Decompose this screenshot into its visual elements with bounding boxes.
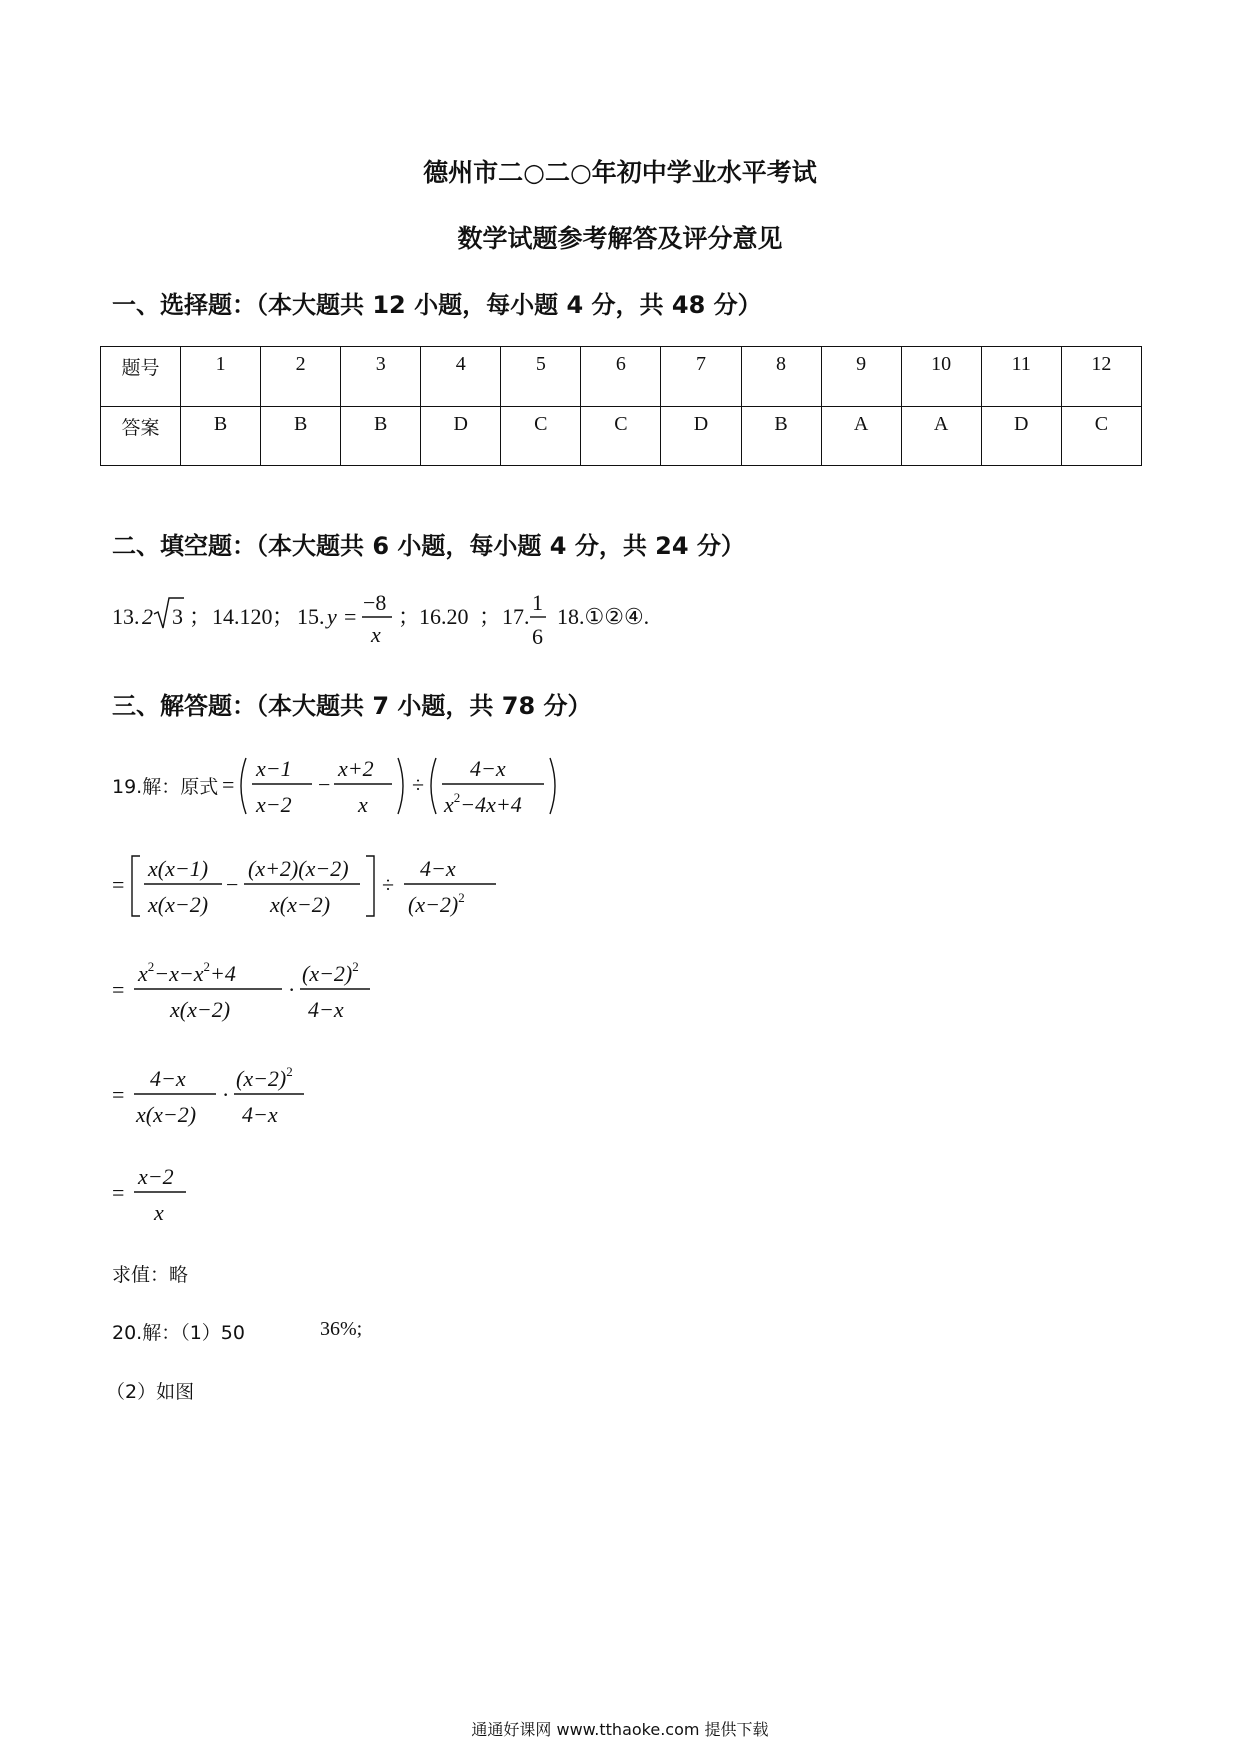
fraction-numerator: 4−x	[150, 1066, 186, 1091]
fraction-denominator: 4−x	[242, 1102, 278, 1127]
left-paren	[431, 758, 436, 814]
answer-14: 14.120	[212, 604, 273, 629]
answer-15-numerator: −8	[363, 590, 387, 615]
equals-sign: =	[112, 872, 125, 897]
answer-15-prefix: 15.	[297, 604, 325, 629]
separator: ；	[479, 604, 502, 629]
fraction-numerator: x−1	[256, 756, 292, 781]
table-cell: 7	[661, 347, 741, 407]
fraction-denominator: x(x−2)	[148, 892, 209, 917]
row-label-answer: 答案	[101, 406, 181, 466]
fraction-denominator: $(x-2)^2$	[408, 890, 465, 917]
page-footer: 通通好课网 www.tthaoke.com 提供下载	[471, 1720, 769, 1739]
answer-13-prefix: 13.	[112, 604, 140, 629]
equals-sign: =	[344, 604, 357, 629]
right-bracket	[366, 856, 374, 916]
fraction-numerator: $(x-2)^2$	[302, 959, 359, 986]
table-cell: 4	[421, 347, 501, 407]
equals-sign: =	[112, 1180, 125, 1205]
fraction-numerator: 4−x	[420, 856, 456, 881]
equals-sign: =	[222, 772, 235, 797]
q20-percent: 36%;	[320, 1318, 363, 1340]
fraction-numerator: $x^2-x-x^2+4$	[138, 959, 236, 986]
fraction-denominator: x(x−2)	[136, 1102, 197, 1127]
table-cell: 3	[341, 347, 421, 407]
table-cell: B	[741, 406, 821, 466]
fill-in-answers	[112, 588, 732, 656]
table-cell: 10	[901, 347, 981, 407]
right-paren	[398, 758, 403, 814]
equals-sign: =	[112, 1082, 125, 1107]
table-row	[101, 347, 1142, 407]
fraction-numerator: x−2	[138, 1164, 174, 1189]
table-cell: D	[981, 406, 1061, 466]
right-paren	[550, 758, 555, 814]
fraction-denominator: x(x−2)	[270, 892, 331, 917]
equals-sign: =	[112, 977, 125, 1002]
answer-17-prefix: 17.	[502, 604, 530, 629]
fraction-denominator: x	[154, 1200, 164, 1225]
document-title: 德州市二○二○年初中学业水平考试	[423, 158, 817, 187]
q19-label: 19.解：原式	[112, 776, 219, 798]
fraction-numerator: 4−x	[470, 756, 506, 781]
document-subtitle: 数学试题参考解答及评分意见	[457, 224, 783, 253]
table-cell: D	[421, 406, 501, 466]
dot-operator: ·	[288, 977, 296, 1002]
separator: ；	[398, 604, 421, 629]
q20-part1: 20.解：（1）50	[112, 1322, 245, 1344]
table-cell: D	[661, 406, 741, 466]
table-cell: A	[821, 406, 901, 466]
fraction-denominator: x	[358, 792, 368, 817]
table-cell: B	[261, 406, 341, 466]
fraction-denominator: 4−x	[308, 997, 344, 1022]
section2-heading: 二、填空题：（本大题共 6 小题，每小题 4 分，共 24 分）	[112, 532, 745, 560]
q19-step2	[112, 850, 512, 926]
separator: ；	[272, 604, 295, 629]
table-cell: 6	[581, 347, 661, 407]
table-row	[101, 406, 1142, 466]
table-cell: 1	[181, 347, 261, 407]
minus-sign: −	[318, 772, 331, 797]
table-cell: B	[341, 406, 421, 466]
answer-16: 16.20	[419, 604, 469, 629]
left-bracket	[132, 856, 140, 916]
answer-13-coef: 2	[142, 604, 153, 629]
table-cell: 9	[821, 347, 901, 407]
table-cell: 5	[501, 347, 581, 407]
minus-sign: −	[226, 872, 239, 897]
q19-step4	[112, 1060, 512, 1136]
table-cell: C	[1061, 406, 1141, 466]
section3-heading: 三、解答题：（本大题共 7 小题，共 78 分）	[112, 692, 592, 720]
fraction-numerator: x+2	[338, 756, 374, 781]
q19-step1	[222, 750, 572, 826]
divide-sign: ÷	[382, 872, 395, 897]
q19-step5	[112, 1158, 312, 1234]
divide-sign: ÷	[412, 772, 425, 797]
fraction-denominator: x−2	[256, 792, 292, 817]
left-paren	[241, 758, 246, 814]
q19-step3	[112, 955, 512, 1031]
table-cell: A	[901, 406, 981, 466]
table-cell: 8	[741, 347, 821, 407]
table-cell: C	[501, 406, 581, 466]
fraction-numerator: $(x-2)^2$	[236, 1064, 293, 1091]
row-label-number: 题号	[101, 347, 181, 407]
answer-table	[100, 346, 1142, 466]
answer-17-numerator: 1	[532, 590, 543, 615]
answer-13-radicand: 3	[172, 604, 183, 629]
table-cell: 11	[981, 347, 1061, 407]
fraction-numerator: x(x−1)	[148, 856, 209, 881]
section1-heading: 一、选择题：（本大题共 12 小题，每小题 4 分，共 48 分）	[112, 291, 762, 319]
answer-18: 18.①②④.	[557, 604, 650, 629]
table-cell: C	[581, 406, 661, 466]
table-cell: 2	[261, 347, 341, 407]
table-cell: B	[181, 406, 261, 466]
q19-evaluation: 求值：略	[112, 1264, 189, 1286]
q20-part2: （2）如图	[106, 1381, 195, 1403]
fraction-denominator: x(x−2)	[170, 997, 231, 1022]
separator: ；	[189, 604, 212, 629]
answer-15-var: y	[327, 604, 337, 629]
table-cell: 12	[1061, 347, 1141, 407]
fraction-denominator: $x^2-4x+4$	[444, 790, 522, 817]
answer-17-denominator: 6	[532, 624, 543, 649]
dot-operator: ·	[222, 1082, 230, 1107]
answer-15-denominator: x	[371, 622, 381, 647]
fraction-numerator: (x+2)(x−2)	[248, 856, 349, 881]
